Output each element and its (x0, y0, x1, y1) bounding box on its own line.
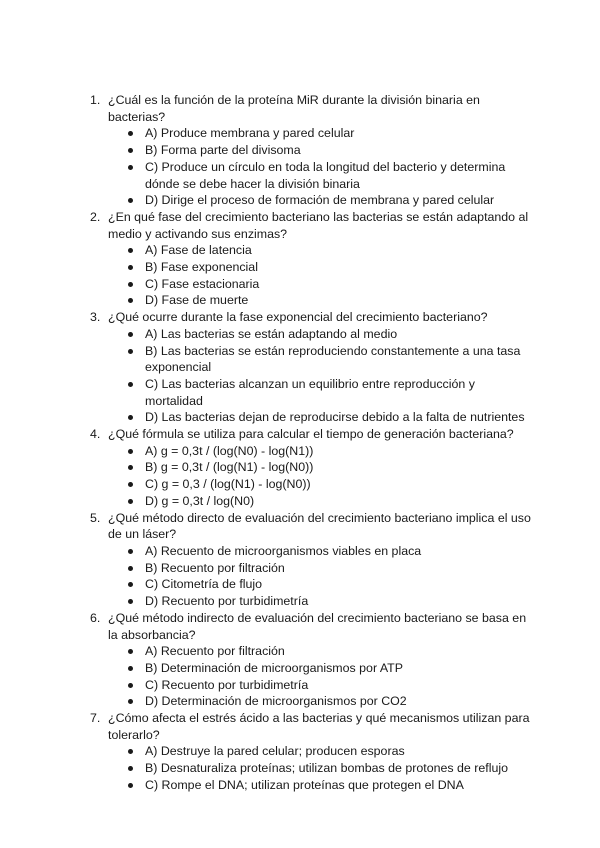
option-text: D) Fase de muerte (145, 293, 249, 308)
option-item (0, 459, 600, 476)
question-block (0, 610, 600, 710)
question (0, 309, 600, 326)
option-text: B) Forma parte del divisoma (145, 143, 301, 158)
question-text: ¿En qué fase del crecimiento bacteriano las bacterias se están adaptando al medio y activando sus enzimas? (108, 209, 529, 241)
option-text: A) Destruye la pared celular; producen esporas (145, 744, 405, 759)
option-text: A) g = 0,3t / (log(N0) - log(N1)) (145, 443, 314, 458)
question-number: 2. (90, 209, 101, 224)
bullet-icon (128, 582, 133, 587)
option-item (0, 777, 600, 794)
question (0, 426, 600, 443)
option-text: A) Fase de latencia (145, 243, 252, 258)
option-text: C) Citometría de flujo (145, 577, 263, 592)
bullet-icon (128, 766, 133, 771)
question-block (0, 309, 600, 426)
option-text: B) Fase exponencial (145, 260, 258, 275)
option-text: D) Las bacterias dejan de reproducirse debido a la falta de nutrientes (145, 410, 525, 425)
question-text: ¿Qué método indirecto de evaluación del crecimiento bacteriano se basa en la absorbancia? (108, 610, 527, 642)
bullet-icon (128, 131, 133, 136)
bullet-icon (128, 699, 133, 704)
option-item (0, 343, 600, 376)
option-item (0, 159, 600, 192)
option-text: A) Recuento de microorganismos viables en placa (145, 543, 422, 558)
option-list (0, 543, 600, 610)
question (0, 209, 600, 242)
option-item (0, 493, 600, 510)
option-text: C) Recuento por turbidimetría (145, 677, 309, 692)
bullet-icon (128, 198, 133, 203)
bullet-icon (128, 749, 133, 754)
bullet-icon (128, 265, 133, 270)
option-item (0, 643, 600, 660)
option-item (0, 693, 600, 710)
question-number: 6. (90, 610, 101, 625)
option-list (0, 125, 600, 209)
option-text: D) Determinación de microorganismos por CO2 (145, 694, 407, 709)
bullet-icon (128, 783, 133, 788)
option-text: B) Las bacterias se están reproduciendo constantemente a una tasa exponencial (145, 343, 521, 375)
bullet-icon (128, 683, 133, 688)
option-item (0, 677, 600, 694)
option-list (0, 643, 600, 710)
bullet-icon (128, 349, 133, 354)
option-item (0, 326, 600, 343)
question (0, 510, 600, 543)
bullet-icon (128, 465, 133, 470)
question-number: 4. (90, 427, 101, 442)
question-text: ¿Qué método directo de evaluación del crecimiento bacteriano implica el uso de un láser? (108, 510, 531, 542)
option-item (0, 142, 600, 159)
bullet-icon (128, 248, 133, 253)
bullet-icon (128, 298, 133, 303)
option-item (0, 476, 600, 493)
bullet-icon (128, 482, 133, 487)
question-number: 3. (90, 310, 101, 325)
option-text: A) Recuento por filtración (145, 644, 285, 659)
option-text: B) Determinación de microorganismos por ATP (145, 660, 404, 675)
option-item (0, 409, 600, 426)
question-block (0, 426, 600, 510)
option-item (0, 125, 600, 142)
question-text: ¿Qué ocurre durante la fase exponencial del crecimiento bacteriano? (108, 310, 488, 325)
option-item (0, 242, 600, 259)
bullet-icon (128, 332, 133, 337)
question-text: ¿Qué fórmula se utiliza para calcular el tiempo de generación bacteriana? (108, 427, 514, 442)
question-text: ¿Cómo afecta el estrés ácido a las bacterias y qué mecanismos utilizan para tolerarlo? (108, 711, 530, 742)
option-text: C) Produce un círculo en toda la longitud del bacterio y determina dónde se debe hacer la división binaria (145, 159, 506, 191)
option-item (0, 593, 600, 610)
bullet-icon (128, 165, 133, 170)
question (0, 610, 600, 643)
option-item (0, 760, 600, 777)
option-text: C) Rompe el DNA; utilizan proteínas que protegen el DNA (145, 777, 464, 792)
option-text: B) Desnaturaliza proteínas; utilizan bombas de protones de reflujo (145, 761, 508, 776)
option-item (0, 443, 600, 460)
bullet-icon (128, 549, 133, 554)
question-list (0, 92, 600, 794)
bullet-icon (128, 666, 133, 671)
option-text: B) Recuento por filtración (145, 560, 285, 575)
option-item (0, 192, 600, 209)
option-list (0, 443, 600, 510)
option-item (0, 560, 600, 577)
bullet-icon (128, 599, 133, 604)
option-list (0, 743, 600, 793)
question (0, 710, 600, 743)
option-item (0, 276, 600, 293)
option-item (0, 576, 600, 593)
bullet-icon (128, 282, 133, 287)
question-block (0, 510, 600, 610)
bullet-icon (128, 415, 133, 420)
option-text: C) g = 0,3 / (log(N1) - log(N0)) (145, 477, 311, 492)
question-number: 1. (90, 93, 101, 107)
option-text: A) Las bacterias se están adaptando al medio (145, 326, 398, 341)
question-number: 7. (90, 711, 101, 726)
bullet-icon (128, 382, 133, 387)
option-item (0, 743, 600, 760)
option-text: B) g = 0,3t / (log(N1) - log(N0)) (145, 460, 314, 475)
bullet-icon (128, 566, 133, 571)
bullet-icon (128, 649, 133, 654)
option-item (0, 543, 600, 560)
option-item (0, 292, 600, 309)
bullet-icon (128, 499, 133, 504)
option-item (0, 660, 600, 677)
question-number: 5. (90, 510, 101, 525)
question-block (0, 92, 600, 209)
option-text: D) g = 0,3t / log(N0) (145, 493, 255, 508)
bullet-icon (128, 148, 133, 153)
option-text: C) Las bacterias alcanzan un equilibrio entre reproducción y mortalidad (145, 376, 475, 408)
option-item (0, 376, 600, 409)
option-text: A) Produce membrana y pared celular (145, 126, 355, 141)
question-block (0, 209, 600, 309)
question (0, 92, 600, 125)
option-text: D) Recuento por turbidimetría (145, 594, 309, 609)
question-block (0, 710, 600, 794)
option-text: C) Fase estacionaria (145, 276, 260, 291)
bullet-icon (128, 449, 133, 454)
option-item (0, 259, 600, 276)
question-text: ¿Cuál es la función de la proteína MiR durante la división binaria en bacterias? (108, 93, 480, 124)
option-list (0, 242, 600, 309)
option-text: D) Dirige el proceso de formación de membrana y pared celular (145, 193, 495, 208)
option-list (0, 326, 600, 426)
